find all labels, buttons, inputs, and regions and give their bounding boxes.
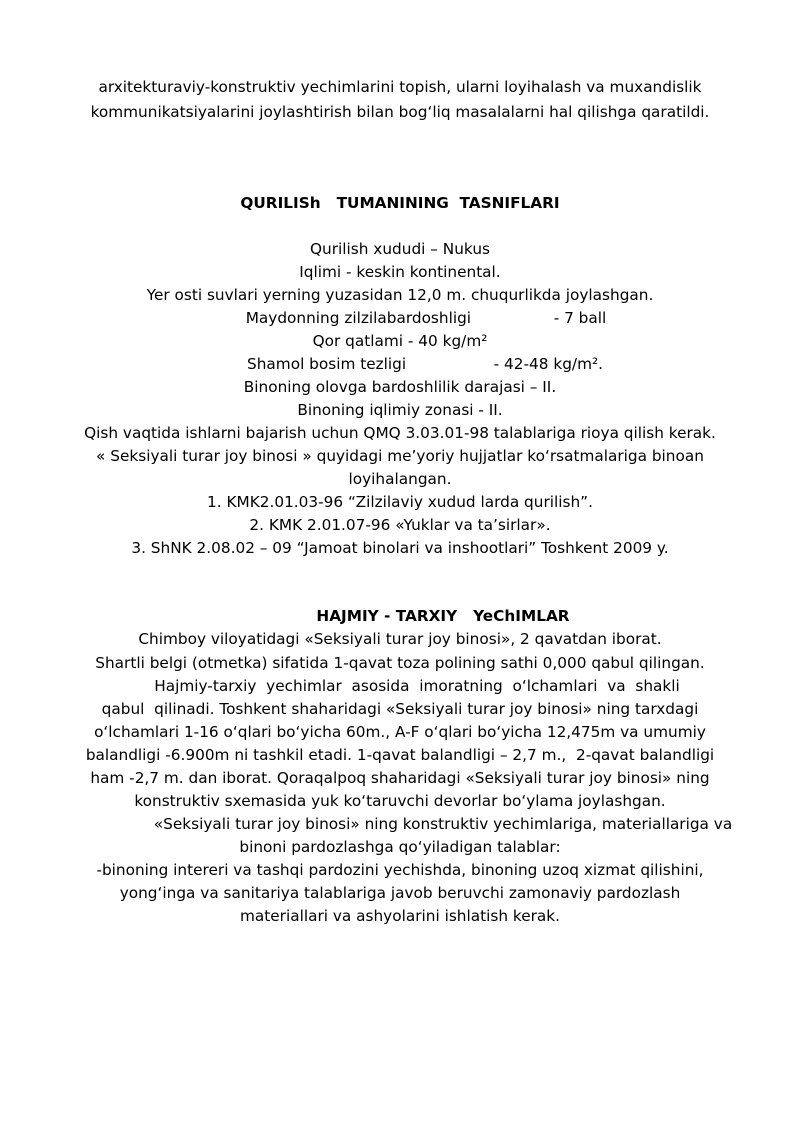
volume-planning-line-5: o‘lchamlari 1-16 o‘qlari bo‘yicha 60m., A-F o‘qlari bo‘yicha 12,475m va umumiy xyxy=(94,723,706,741)
section-heading-site-classification: QURILISh TUMANINING TASNIFLARI xyxy=(240,194,560,212)
volume-planning-line-6: balandligi -6.900m ni tashkil etadi. 1-qavat balandligi – 2,7 m., 2-qavat balandligi xyxy=(85,746,715,764)
norms-intro-line-cont: loyihalangan. xyxy=(348,470,452,488)
intro-line-2: kommunikatsiyalarini joylashtirish bilan bog‘liq masalalarni hal qilishga qaratildi. xyxy=(90,103,710,121)
volume-planning-line-3: Hajmiy-tarxiy yechimlar asosida imoratning o‘lchamlari va shakli xyxy=(120,677,680,695)
climate-line: Iqlimi - keskin kontinental. xyxy=(299,263,501,281)
groundwater-line: Yer osti suvlari yerning yuzasidan 12,0 m. chuqurlikda joylashgan. xyxy=(146,286,654,304)
volume-planning-line-1: Chimboy viloyatidagi «Seksiyali turar joy binosi», 2 qavatdan iborat. xyxy=(138,630,662,648)
requirements-line-4: yong‘inga va sanitariya talablariga javob beruvchi zamonaviy pardozlash xyxy=(119,884,681,902)
fire-resistance-line: Binoning olovga bardoshlilik darajasi – II. xyxy=(243,378,557,396)
requirements-line-1: «Seksiyali turar joy binosi» ning konstruktiv yechimlariga, materiallariga va xyxy=(153,815,733,833)
seismic-line: Maydonning zilzilabardoshligi - 7 ball xyxy=(245,309,607,327)
volume-planning-line-7: ham -2,7 m. dan iborat. Qoraqalpoq shaharidagi «Seksiyali turar joy binosi» ning xyxy=(90,769,710,787)
winter-works-line: Qish vaqtida ishlarni bajarish uchun QMQ 3.03.01-98 talablariga rioya qilish kerak. xyxy=(84,424,716,442)
norm-item-2: 2. KMK 2.01.07-96 «Yuklar va ta’sirlar». xyxy=(249,516,551,534)
volume-planning-line-4: qabul qilinadi. Toshkent shaharidagi «Seksiyali turar joy binosi» ning tarxdagi xyxy=(101,700,699,718)
climate-zone-line: Binoning iqlimiy zonasi - II. xyxy=(297,401,503,419)
norms-intro-line: « Seksiyali turar joy binosi » quyidagi me’yoriy hujjatlar ko‘rsatmalariga binoan xyxy=(96,447,704,465)
requirements-line-5: materiallari va ashyolarini ishlatish kerak. xyxy=(239,907,560,925)
section-heading-volume-planning: HAJMIY - TARXIY YeChIMLAR xyxy=(316,607,570,625)
volume-planning-line-8: konstruktiv sxemasida yuk ko‘taruvchi devorlar bo‘ylama joylashgan. xyxy=(134,792,666,810)
snow-load-line: Qor qatlami - 40 kg/m² xyxy=(312,332,488,350)
wind-pressure-line: Shamol bosim tezligi - 42-48 kg/m². xyxy=(247,355,603,373)
norm-item-3: 3. ShNK 2.08.02 – 09 “Jamoat binolari va inshootlari” Toshkent 2009 y. xyxy=(131,539,669,557)
site-location-line: Qurilish xududi – Nukus xyxy=(310,240,490,258)
requirements-line-2: binoni pardozlashga qo‘yiladigan talablar: xyxy=(239,838,561,856)
requirements-line-3: -binoning intereri va tashqi pardozini yechishda, binoning uzoq xizmat qilishini, xyxy=(96,861,704,879)
intro-line-1: arxitekturaviy-konstruktiv yechimlarini topish, ularni loyihalash va muxandislik xyxy=(98,78,702,96)
norm-item-1: 1. KMK2.01.03-96 “Zilzilaviy xudud larda qurilish”. xyxy=(207,493,593,511)
volume-planning-line-2: Shartli belgi (otmetka) sifatida 1-qavat toza polining sathi 0,000 qabul qilingan. xyxy=(95,654,705,672)
